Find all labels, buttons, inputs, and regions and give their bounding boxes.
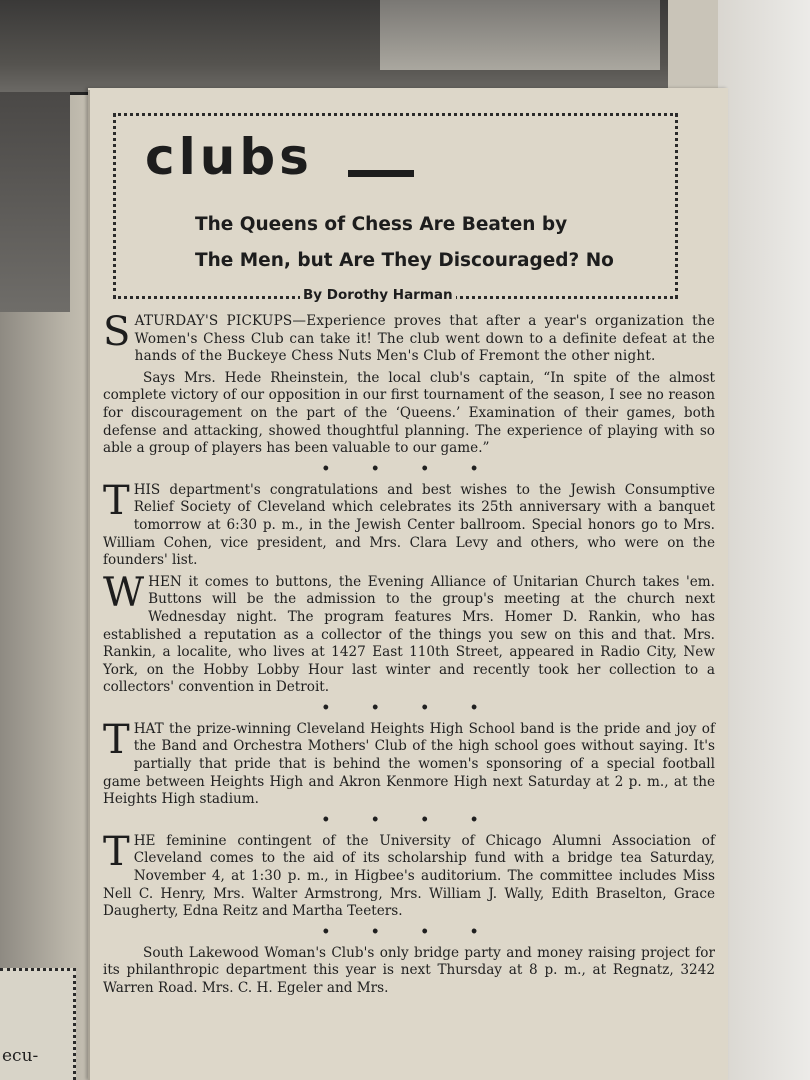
paragraph-lakewood: South Lakewood Woman's Club's only bridge party and money raising project for its philanthropic department this year is next Thursday at 8 p. m., at Regnatz, 3242 Warren Road. Mrs. C. H. Egeler and Mrs. bbox=[103, 944, 715, 996]
paragraph-band bbox=[103, 716, 715, 809]
paragraph-quote: Says Mrs. Hede Rheinstein, the local club's captain, “In spite of the almost complete victory of our opposition in our first tournament of the season, I see no reason for discouragement on the part of the ‘Queens.’ Examination of their games, both defense and attacking, showed thoughtful planning. The experience of playing with so able a group of players has been valuable to our game.” bbox=[103, 369, 715, 457]
paragraph-alumni bbox=[103, 828, 715, 921]
table-surface bbox=[718, 0, 810, 1080]
paragraph-text: HEN it comes to buttons, the Evening Alliance of Unitarian Church takes 'em. Buttons will be the admission to the group's meeting at the church next Wednesday night. The program features Mrs. Homer D. Rankin, who has established a reputation as a collector of the things you sew on this and that. Mrs. Rankin, a localite, who lives at 1427 East 110th Street, appeared in Radio City, New York, on the Hobby Lobby Hour last winter and recently took her collection to a collectors' convention in Detroit. bbox=[103, 573, 715, 696]
photo-fragment-top bbox=[0, 0, 668, 95]
headline-line-1: The Queens of Chess Are Beaten by bbox=[195, 214, 568, 235]
paragraph-text: ATURDAY'S PICKUPS—Experience proves that after a year's organization the Women's Chess Club can take it! The club went down to a definite defeat at the hands of the Buckeye Chess Nuts Men's Club of Fremont the other night. bbox=[134, 313, 715, 365]
headline-line-2: The Men, but Are They Discouraged? No bbox=[195, 250, 614, 271]
adjacent-column-text: ecu- bbox=[2, 1046, 39, 1066]
photo-fragment-left bbox=[0, 92, 70, 312]
separator-dots: • • • • bbox=[321, 699, 497, 716]
section-title: clubs bbox=[145, 128, 313, 186]
drop-cap: T bbox=[103, 828, 130, 875]
paragraph-chess bbox=[103, 309, 715, 366]
drop-cap: W bbox=[103, 569, 145, 616]
paragraph-jewish-society bbox=[103, 477, 715, 570]
article-body bbox=[103, 309, 715, 1002]
drop-cap: T bbox=[103, 716, 130, 763]
separator-dots: • • • • bbox=[321, 923, 497, 940]
photo-window bbox=[380, 0, 660, 70]
page-edge bbox=[88, 90, 90, 1080]
drop-cap: T bbox=[103, 477, 130, 524]
paragraph-text: HE feminine contingent of the University of Chicago Alumni Association of Cleveland comes to the aid of its scholarship fund with a bridge tea Saturday, November 4, at 1:30 p. m., in Higbee's auditorium. The committee includes Miss Nell C. Henry, Mrs. Walter Armstrong, Mrs. William J. Wally, Edith Braselton, Grace Daugherty, Edna Reitz and Martha Teeters. bbox=[103, 832, 715, 920]
byline: By Dorothy Harman bbox=[300, 287, 456, 303]
paragraph-text: HIS department's congratulations and best wishes to the Jewish Consumptive Relief Society of Cleveland which celebrates its 25th anniversary with a banquet tomorrow at 6:30 p. m., in the Jewish Center ballroom. Special honors go to Mrs. William Cohen, vice president, and Mrs. Clara Levy and others, who were on the founders' list. bbox=[103, 481, 715, 569]
title-dash bbox=[348, 170, 414, 177]
paragraph-text: HAT the prize-winning Cleveland Heights High School band is the pride and joy of the Band and Orchestra Mothers' Club of the high school goes without saying. It's partially that pride that is behind the women's sponsoring of a special football game between Heights High and Akron Kenmore High next Saturday at 2 p. m., at the Heights High stadium. bbox=[103, 720, 715, 808]
drop-cap: S bbox=[103, 309, 131, 355]
separator-dots: • • • • bbox=[321, 460, 497, 477]
paragraph-buttons bbox=[103, 569, 715, 697]
separator-dots: • • • • bbox=[321, 811, 497, 828]
